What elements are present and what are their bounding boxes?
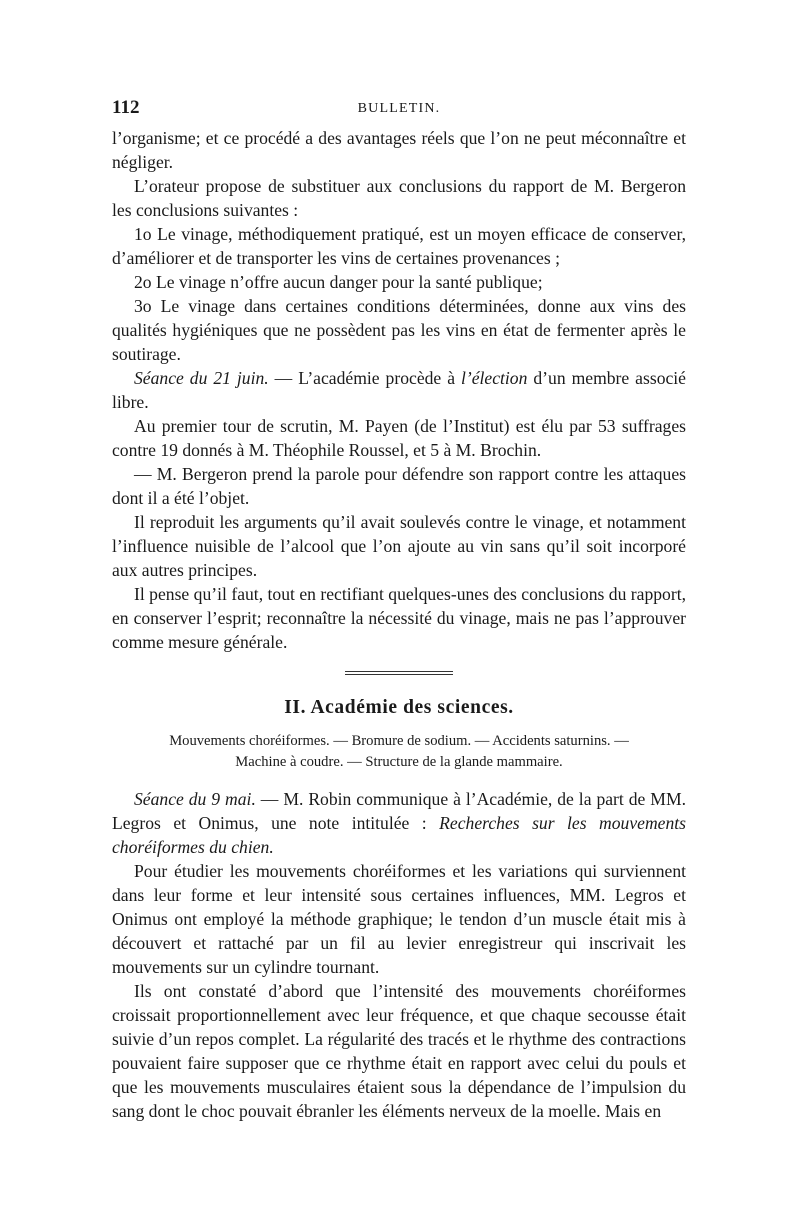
body-text-bottom [112,787,686,1123]
paragraph [112,510,686,582]
summary-line: Machine à coudre. — Structure de la glande mammaire. [235,754,563,770]
italic-text: Séance du 21 juin. [134,368,269,388]
text-run: 3o Le vinage dans certaines conditions déterminées, donne aux vins des qualités hygiéniques que ne possèdent pas les vins en état de fermenter après le soutirage. [112,296,686,364]
text-run: — L’académie procède à [268,368,461,388]
text-run: d’un membre associé libre. [112,368,686,412]
document-page [112,96,686,1196]
section-title: II. Académie des sciences. [284,697,514,718]
paragraph [112,787,686,859]
paragraph [112,294,686,366]
text-run: Il reproduit les arguments qu’il avait soulevés contre le vinage, et notamment l’influence nuisible de l’alcool que l’on ajoute au vin sans qu’il soit incorporé aux autres principes. [112,512,686,580]
italic-text: Recherches sur les mouvements choréiformes du chien. [112,813,686,857]
text-run: Au premier tour de scrutin, M. Payen (de l’Institut) est élu par 53 suffrages contre 19 donnés à M. Théophile Roussel, et 5 à M. Brochin. [112,416,686,460]
text-run: 1o Le vinage, méthodiquement pratiqué, est un moyen efficace de conserver, d’améliorer et de transporter les vins de certaines provenances ; [112,224,686,268]
paragraph [112,582,686,654]
paragraph [112,222,686,270]
paragraph [112,174,686,222]
paragraph [112,414,686,462]
running-head: BULLETIN. [357,101,441,116]
page-number: 112 [112,97,140,118]
section-summary [112,731,686,773]
paragraph [112,979,686,1123]
text-run: Il pense qu’il faut, tout en rectifiant quelques-unes des conclusions du rapport, en conserver l’esprit; reconnaître la nécessité du vinage, mais ne pas l’approuver comme mesure générale. [112,584,686,652]
text-run: Pour étudier les mouvements choréiformes et les variations qui surviennent dans leur forme et leur intensité sous certaines influences, MM. Legros et Onimus ont employé la méthode graphique; le tendon d’un muscle était mis à découvert et rattaché par un fil au levier enregistreur qui inscrivait les mouvements sur un cylindre tournant. [112,861,686,977]
italic-text: l’élection [460,368,528,388]
paragraph [112,462,686,510]
paragraph [112,270,686,294]
summary-line: Mouvements choréiformes. — Bromure de sodium. — Accidents saturnins. — [169,733,629,749]
body-text-top [112,126,686,654]
italic-text: Séance du 9 mai. [134,789,256,809]
page-header [112,96,686,126]
text-run: l’organisme; et ce procédé a des avantages réels que l’on ne peut méconnaître et négliger. [112,128,686,172]
section-divider [345,671,453,675]
text-run: Ils ont constaté d’abord que l’intensité des mouvements choréiformes croissait proportionnellement avec leur fréquence, et que chaque secousse était suivie d’un repos complet. La régularité des tracés et le rhythme des contractions pouvaient faire supposer que ce rhythme était en rapport avec celui du pouls et que les mouvements musculaires étaient sous la dépendance de l’impulsion du sang dont le choc pouvait ébranler les éléments nerveux de la moelle. Mais en [112,981,686,1121]
text-run: — M. Bergeron prend la parole pour défendre son rapport contre les attaques dont il a été l’objet. [112,464,686,508]
text-run: 2o Le vinage n’offre aucun danger pour la santé publique; [134,272,543,292]
paragraph [112,859,686,979]
paragraph [112,366,686,414]
text-run: — M. Robin communique à l’Académie, de la part de MM. Legros et Onimus, une note intitulée : [112,789,686,833]
paragraph [112,126,686,174]
text-run: L’orateur propose de substituer aux conclusions du rapport de M. Bergeron les conclusions suivantes : [112,176,686,220]
